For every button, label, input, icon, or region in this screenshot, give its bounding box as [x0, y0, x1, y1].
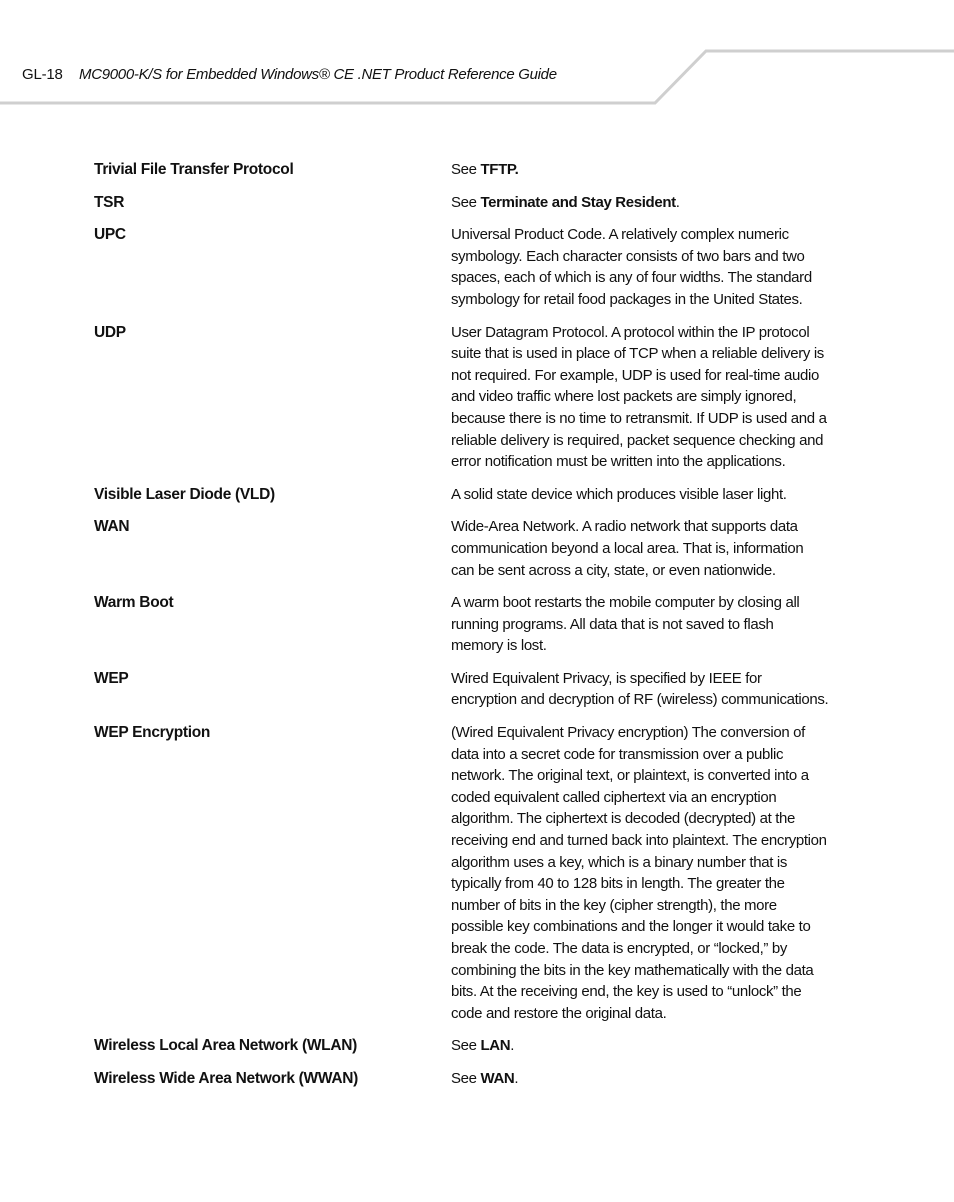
- glossary-term: TSR: [94, 193, 125, 211]
- glossary-term: WEP: [94, 669, 129, 687]
- glossary-definition: [451, 159, 829, 181]
- glossary-entry: [94, 668, 834, 711]
- definition-text: A warm boot restarts the mobile computer by closing all running programs. All data that is not saved to flash memory is lost.: [451, 594, 800, 655]
- glossary-entry: [94, 224, 834, 310]
- header-rule: [0, 0, 954, 110]
- glossary-entry: [94, 1035, 834, 1057]
- cross-reference: WAN: [480, 1069, 515, 1087]
- glossary-term: Wireless Local Area Network (WLAN): [94, 1037, 357, 1055]
- glossary-entry: [94, 1068, 834, 1090]
- cross-reference: Terminate and Stay Resident: [480, 193, 676, 211]
- definition-text: See: [451, 161, 481, 178]
- glossary-definition: [451, 1035, 829, 1057]
- glossary-entry: [94, 159, 834, 181]
- definition-text: A solid state device which produces visible laser light.: [451, 485, 787, 503]
- glossary-list: [94, 159, 834, 1101]
- definition-text: .: [675, 193, 680, 211]
- definition-text: (Wired Equivalent Privacy encryption) The conversion of data into a secret code for transmission over a public network. The original text, or plaintext, is converted into a coded equivalent called ciphertext via an encryption algorithm. The ciphertext is decoded (decrypted) at the receiving end and turned back into plaintext. The encryption algorithm uses a key, which is a binary number that is typically from 40 to 128 bits in length. The greater the number of bits in the key (cipher strength), the more possible key combinations and the longer it would take to break the code. The data is encrypted, or “locked,” by combining the bits in the key mathematically with the data bits. At the receiving end, the key is used to “unlock” the code and restore the original data.: [451, 724, 827, 1022]
- document-title: MC9000-K/S for Embedded Windows® CE .NET Product Reference Guide: [79, 66, 557, 83]
- page-number: GL-18: [22, 66, 63, 83]
- glossary-entry: [94, 592, 834, 657]
- glossary-definition: [451, 668, 829, 711]
- definition-text: Universal Product Code. A relatively complex numeric symbology. Each character consists of two bars and two spaces, each of which is any of four widths. The standard symbology for retail food packages in the United States.: [451, 226, 812, 308]
- glossary-term: UDP: [94, 323, 126, 341]
- definition-text: See: [451, 193, 481, 211]
- glossary-definition: [451, 322, 829, 473]
- glossary-entry: [94, 722, 834, 1024]
- glossary-entry: [94, 322, 834, 473]
- glossary-term: Trivial File Transfer Protocol: [94, 161, 294, 178]
- glossary-term: UPC: [94, 226, 126, 244]
- cross-reference: LAN: [480, 1037, 511, 1055]
- definition-text: .: [510, 1037, 515, 1055]
- definition-text: .: [514, 1069, 519, 1087]
- glossary-definition: [451, 1068, 829, 1090]
- definition-text: Wired Equivalent Privacy, is specified by IEEE for encryption and decryption of RF (wireless) communications.: [451, 669, 829, 709]
- glossary-term: Visible Laser Diode (VLD): [94, 485, 275, 503]
- definition-text: See: [451, 1069, 481, 1087]
- glossary-definition: [451, 192, 829, 214]
- glossary-term: Wireless Wide Area Network (WWAN): [94, 1069, 358, 1087]
- glossary-entry: [94, 516, 834, 581]
- glossary-definition: [451, 722, 829, 1024]
- glossary-term: WEP Encryption: [94, 724, 211, 742]
- glossary-entry: [94, 192, 834, 214]
- glossary-definition: [451, 592, 829, 657]
- cross-reference: TFTP.: [480, 161, 519, 178]
- glossary-definition: [451, 516, 829, 581]
- glossary-term: WAN: [94, 518, 130, 536]
- definition-text: Wide-Area Network. A radio network that supports data communication beyond a local area. That is, information can be sent across a city, state, or even nationwide.: [451, 518, 804, 579]
- definition-text: See: [451, 1037, 481, 1055]
- glossary-definition: [451, 484, 829, 506]
- glossary-entry: [94, 484, 834, 506]
- glossary-term: Warm Boot: [94, 594, 174, 612]
- definition-text: User Datagram Protocol. A protocol within the IP protocol suite that is used in place of TCP when a reliable delivery is not required. For example, UDP is used for real-time audio and video traffic where lost packets are simply ignored, because there is no time to retransmit. If UDP is used and a reliable delivery is required, packet sequence checking and error notification must be written into the applications.: [451, 323, 827, 471]
- glossary-definition: [451, 224, 829, 310]
